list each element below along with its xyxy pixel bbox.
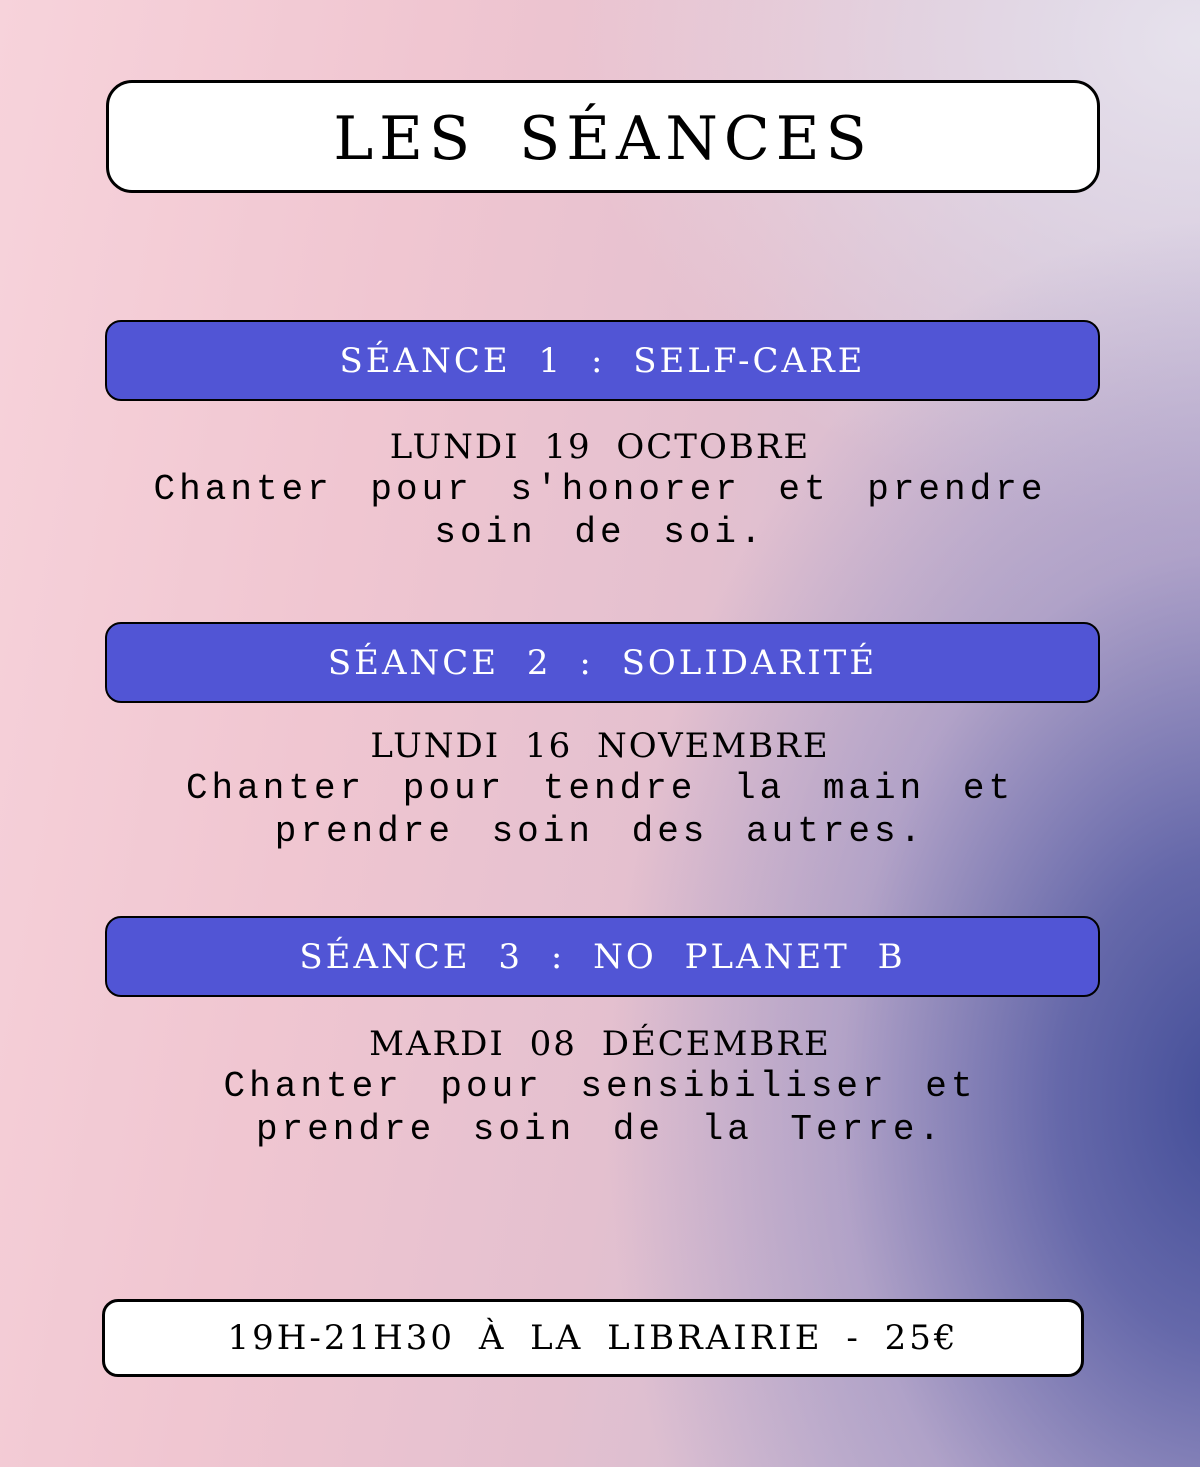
session-1-details <box>100 426 1100 554</box>
session-3-label: SÉANCE 3 : NO PLANET B <box>299 936 906 977</box>
session-1-description: Chanter pour s'honorer et prendre soin de soi. <box>153 469 1047 553</box>
session-3-date: MARDI 08 DÉCEMBRE <box>369 1024 831 1064</box>
session-3-description: Chanter pour sensibiliser et prendre soin de la Terre. <box>223 1066 977 1150</box>
session-2-description: Chanter pour tendre la main et prendre soin des autres. <box>185 768 1015 852</box>
session-2-details <box>100 725 1100 853</box>
session-1-label: SÉANCE 1 : SELF-CARE <box>339 340 866 381</box>
page-title: LES SÉANCES <box>333 103 873 174</box>
session-1-date: LUNDI 19 OCTOBRE <box>389 427 811 467</box>
session-2-date: LUNDI 16 NOVEMBRE <box>370 726 830 766</box>
footer-info: 19H-21H30 À LA LIBRAIRIE - 25€ <box>227 1318 959 1358</box>
session-2-header <box>105 622 1100 703</box>
title-box <box>106 80 1100 193</box>
footer-info-box <box>102 1299 1084 1377</box>
session-3-details <box>100 1023 1100 1151</box>
session-3-header <box>105 916 1100 997</box>
session-2-label: SÉANCE 2 : SOLIDARITÉ <box>327 642 878 683</box>
session-1-header <box>105 320 1100 401</box>
